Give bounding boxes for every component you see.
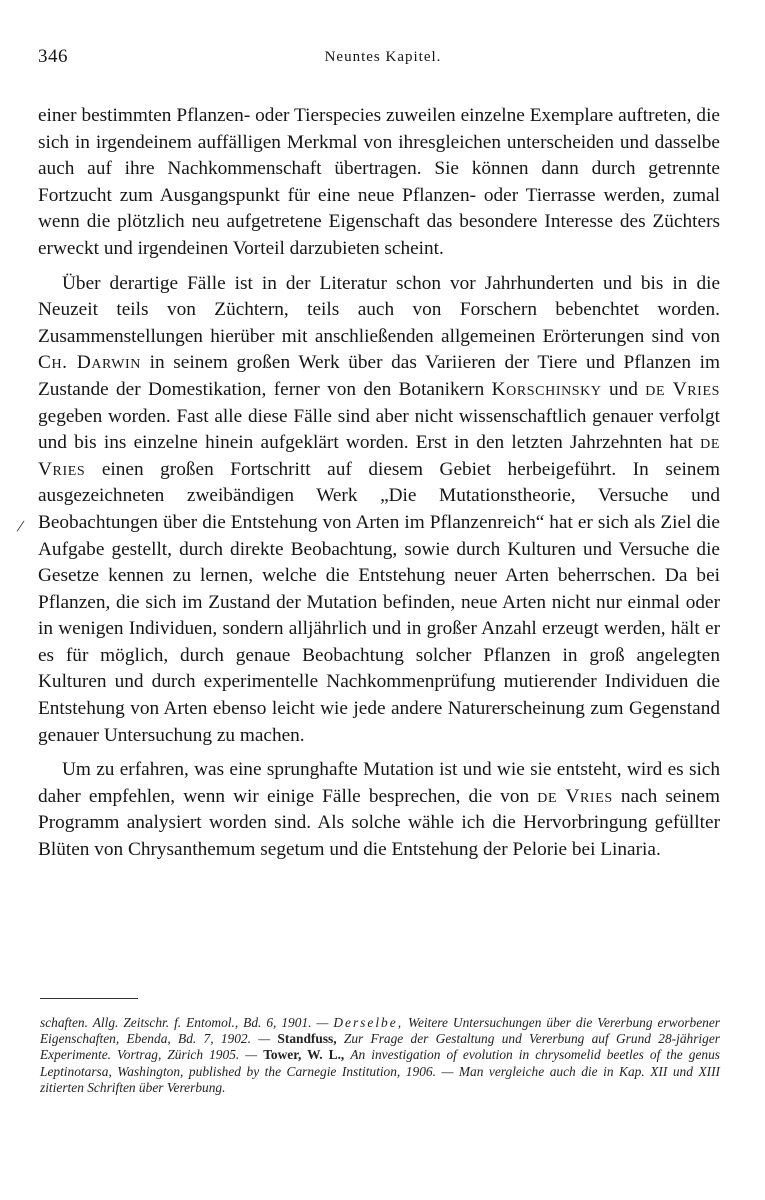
author-name-darwin: Ch. Darwin	[38, 352, 142, 374]
page-number: 346	[38, 46, 68, 67]
footnote-rule	[40, 998, 138, 999]
page-header	[38, 46, 728, 70]
footnote-text-3: Zur Frage der Gestaltung und Vererbung auf Grund 28-jähriger Experimente. Vortrag, Zürich 1905. —	[40, 1031, 720, 1063]
paragraph-3-text-2: nach seinem Programm analysiert worden sind. Als solche wähle ich die Hervorbringung gefüllter Blüten von Chrysanthemum segetum und die Entstehung der Pelorie bei Linaria.	[38, 785, 720, 861]
footnote	[40, 1015, 720, 1096]
author-name-de-vries: de Vries	[38, 432, 720, 480]
paragraph-3-text-1: Um zu erfahren, was eine sprunghafte Mutation ist und wie sie entsteht, wird es sich daher empfehlen, wenn wir einige Fälle besprechen, die von	[38, 759, 720, 807]
paragraph-2-text-2: in seinem großen Werk über das Variieren der Tiere und Pflanzen im Zustande der Domestikation, ferner von den Botanikern	[38, 352, 720, 400]
author-name-de-vries: de Vries	[645, 378, 720, 400]
margin-pencil-mark: /	[15, 515, 26, 537]
paragraph-3	[38, 757, 720, 863]
paragraph-2	[38, 271, 720, 750]
author-name-korschinsky: Korschinsky	[491, 378, 602, 400]
footnote-text-4: An investigation of evolution in chrysomelid beetles of the genus Leptinotarsa, Washington, published by the Carnegie Institution, 1906. — Man vergleiche auch die in Kap. XII und XIII zitierten Schriften über Vererbung.	[40, 1047, 720, 1095]
footnote-author-tower: Tower, W. L.,	[263, 1047, 345, 1063]
paragraph-2-text-1: Über derartige Fälle ist in der Literatur schon vor Jahrhunderten und bis in die Neuzeit teils von Züchtern, teils auch von Forschern bebenchtet worden. Zusammenstellungen hierüber mit anschließenden allgemeinen Erörterungen sind von	[38, 272, 720, 347]
paragraph-2-text-5: einen großen Fortschritt auf diesem Gebiet herbeigeführt. In seinem ausgezeichneten zweibändigen Werk „Die Mutationstheorie, Versuche und Beobachtungen über die Entstehung von Arten im Pflanzenreich“ hat er sich als Ziel die Aufgabe gestellt, durch direkte Beobachtung, sowie durch Kulturen und Versuche die Gesetze kennen zu lernen, welche die Entstehung neuer Arten beherrschen. Da bei Pflanzen, die sich im Zustand der Mutation befinden, neue Arten nicht nur einmal oder in wenigen Individuen, sondern alljährlich und in großer Anzahl erzeugt werden, hält er es für möglich, durch genaue Beobachtung solcher Pflanzen in groß angelegten Kulturen und durch experimentelle Nachkommenprüfung mutierender Individuen die Entstehung von Arten ebenso leicht wie jede andere Naturerscheinung zum Gegenstand genauer Untersuchung zu machen.	[38, 458, 721, 746]
paragraph-2-text-4: gegeben worden. Fast alle diese Fälle sind aber nicht wissenschaftlich genauer verfolgt und bis ins einzelne hinein aufgeklärt worden. Erst in den letzten Jahrzehnten hat	[38, 405, 720, 454]
paragraph-1: einer bestimmten Pflanzen- oder Tierspecies zuweilen einzelne Exemplare auftreten, die sich in irgendeinem auffälligen Merkmal von ihresgleichen unterscheiden und dasselbe auch auf ihre Nachkommenschaft übertragen. Sie können dann durch getrennte Fortzucht zum Ausgangspunkt für eine neue Pflanzen- oder Tierrasse werden, zumal wenn die plötzlich neu aufgetretene Eigenschaft das besondere Interesse des Züchters erweckt und irgendeinen Vorteil darzubieten scheint.	[38, 105, 720, 259]
author-name-de-vries: de Vries	[537, 785, 613, 807]
main-text	[38, 103, 720, 872]
footnote-text-2: Weitere Untersuchungen über die Vererbung erworbener Eigenschaften, Ebenda, Bd. 7, 1902. —	[40, 1015, 720, 1047]
footnote-text-1: schaften. Allg. Zeitschr. f. Entomol., Bd. 6, 1901. —	[40, 1015, 329, 1030]
footnote-author-derselbe: Derselbe,	[333, 1015, 404, 1030]
running-head: Neuntes Kapitel.	[324, 49, 442, 65]
footnote-author-standfuss: Standfuss,	[277, 1031, 337, 1047]
paragraph-2-text-3: und	[608, 378, 638, 400]
